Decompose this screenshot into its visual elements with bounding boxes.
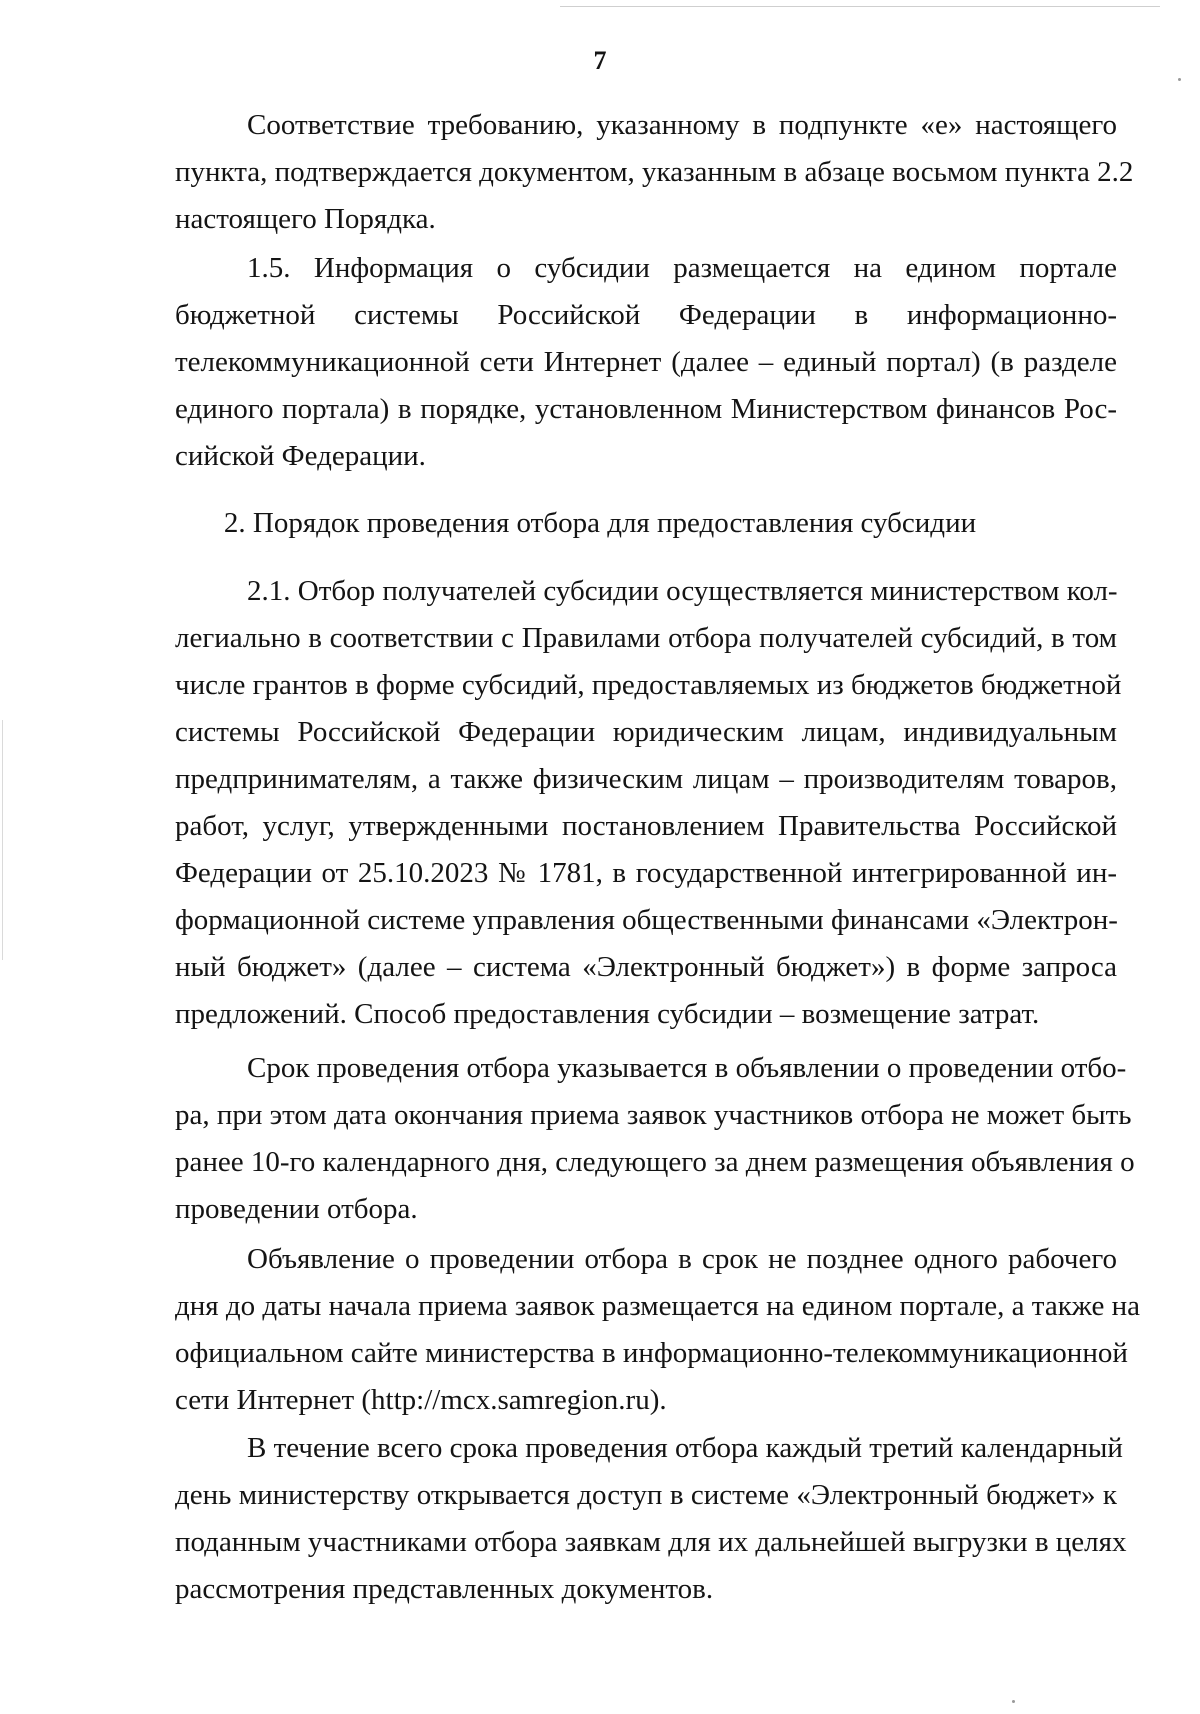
scan-speck [1178, 78, 1181, 81]
text-line: Федерации от 25.10.2023 № 1781, в государственной интегрированной ин- [175, 857, 1117, 889]
text-line: системы Российской Федерации юридическим лицам, индивидуальным [175, 716, 1117, 748]
text-line: ный бюджет» (далее – система «Электронный бюджет») в форме запроса [175, 951, 1117, 983]
section-heading-text: 2. Порядок проведения отбора для предоставления субсидии [223, 507, 977, 539]
paragraph-selection-term [175, 1045, 1135, 1233]
text-line: предложений. Способ предоставления субсидии – возмещение затрат. [175, 998, 1040, 1030]
paragraph-announcement [175, 1236, 1140, 1424]
scan-edge-top [560, 6, 1160, 7]
text-line: бюджетной системы Российской Федерации в информационно- [175, 299, 1117, 331]
text-line: официальном сайте министерства в информационно-телекоммуникационной [175, 1337, 1128, 1369]
text-line: Соответствие требованию, указанному в подпункте «е» настоящего [247, 109, 1117, 141]
text-line: день министерству открывается доступ в системе «Электронный бюджет» к [175, 1479, 1117, 1511]
text-line: ранее 10-го календарного дня, следующего за днем размещения объявления о [175, 1146, 1135, 1178]
scan-edge-left [2, 720, 3, 960]
paragraph-requirement-confirmation [175, 102, 1134, 243]
scan-speck [1012, 1700, 1015, 1703]
text-line: телекоммуникационной сети Интернет (далее – единый портал) (в разделе [175, 346, 1117, 378]
text-line: предпринимателям, а также физическим лицам – производителям товаров, [175, 763, 1117, 795]
section-heading [0, 503, 1200, 543]
text-line: пункта, подтверждается документом, указанным в абзаце восьмом пункта 2.2 [175, 156, 1134, 188]
text-line: 1.5. Информация о субсидии размещается на едином портале [247, 252, 1117, 284]
text-line: настоящего Порядка. [175, 203, 436, 235]
text-line: сийской Федерации. [175, 440, 426, 472]
page-number: 7 [593, 46, 607, 75]
text-line: дня до даты начала приема заявок размещается на едином портале, а также на [175, 1290, 1140, 1322]
text-line: сети Интернет (http://mcx.samregion.ru). [175, 1384, 667, 1416]
text-line: числе грантов в форме субсидий, предоставляемых из бюджетов бюджетной [175, 669, 1122, 701]
text-line: легиально в соответствии с Правилами отбора получателей субсидий, в том [175, 622, 1117, 654]
text-line: Объявление о проведении отбора в срок не позднее одного рабочего [247, 1243, 1117, 1275]
paragraph-1-5 [175, 245, 1117, 480]
text-line: 2.1. Отбор получателей субсидии осуществляется министерством кол- [247, 575, 1118, 607]
text-line: ра, при этом дата окончания приема заявок участников отбора не может быть [175, 1099, 1132, 1131]
text-line: формационной системе управления общественными финансами «Электрон- [175, 904, 1118, 936]
text-line: рассмотрения представленных документов. [175, 1573, 714, 1605]
text-line: поданным участниками отбора заявкам для их дальнейшей выгрузки в целях [175, 1526, 1127, 1558]
paragraph-access [175, 1425, 1127, 1613]
text-line: В течение всего срока проведения отбора каждый третий календарный [247, 1432, 1123, 1464]
paragraph-2-1 [175, 568, 1122, 1038]
text-line: Срок проведения отбора указывается в объявлении о проведении отбо- [247, 1052, 1127, 1084]
text-line: единого портала) в порядке, установленном Министерством финансов Рос- [175, 393, 1117, 425]
text-line: работ, услуг, утвержденными постановлением Правительства Российской [175, 810, 1117, 842]
text-line: проведении отбора. [175, 1193, 418, 1225]
